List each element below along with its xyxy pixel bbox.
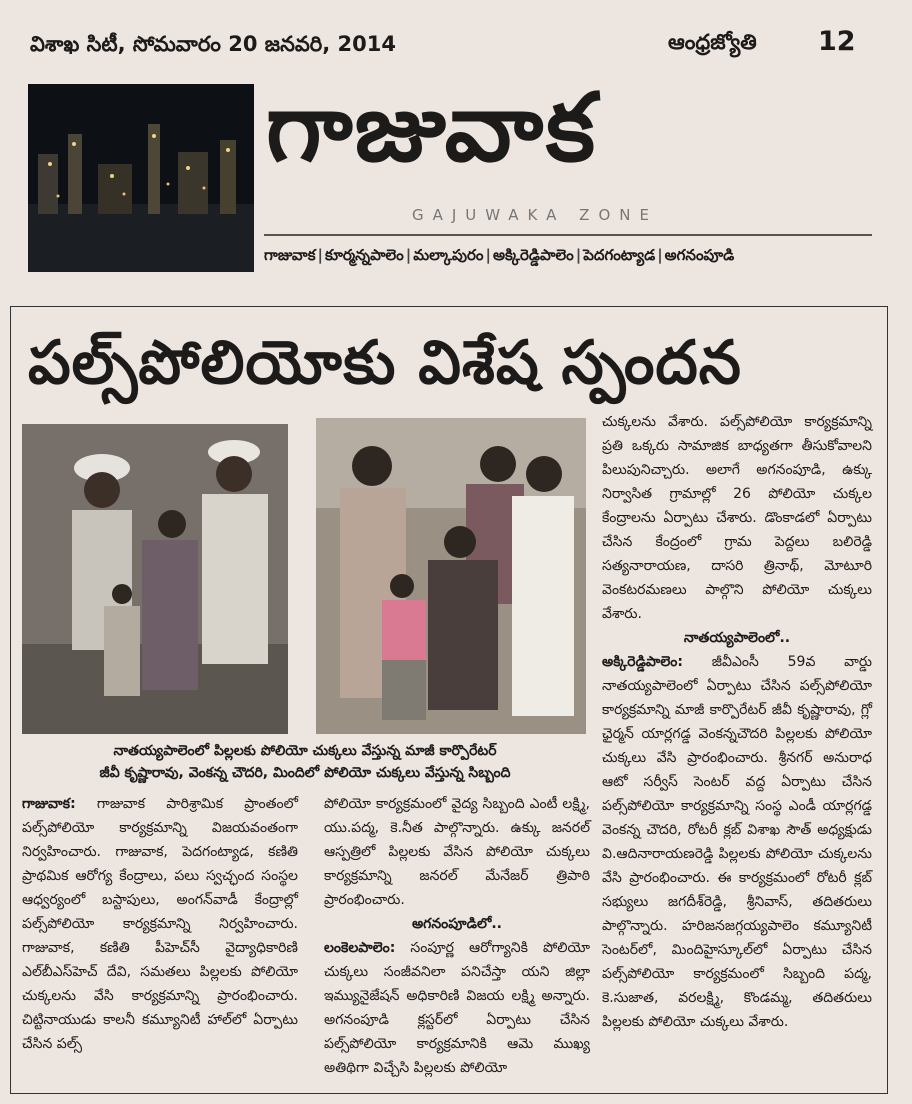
newspaper-name: ఆంధ్రజ్యోతి — [668, 30, 757, 54]
dateline: విశాఖ సిటీ, సోమవారం 20 జనవరి, 2014 — [30, 32, 396, 56]
paragraph-text: జీవీఎంసీ 59వ వార్డు నాతయ్యపాలెంలో ఏర్పాటు చేసిన పల్స్‌పోలియో కార్యక్రమాన్ని మాజీ కార్పొరేటర్ జీవీ కృష్ణారావు, గ్లో ఛైర్మన్ యార్లగడ్డ వెంకన్నచౌదరి పిల్లలకు పోలియో చుక్కలు వేసి ప్రారంభించారు. శ్రీనగర్ అనురాధ ఆటో సర్వీస్ సెంటర్ వద్ద ఏర్పాటు చేసిన పల్స్‌పోలియో కార్యక్రమాన్ని సంస్థ ఎండీ యార్లగడ్డ వెంకన్న చౌదరి, రోటరీ క్లబ్ విశాఖ సౌత్ అధ్యక్షుడు వి.ఆదినారాయణరెడ్డి పిల్లలకు పోలియో చుక్కలను వేసి ప్రారంభించారు. ఈ కార్యక్రమంలో రోటరీ క్లబ్ సభ్యులు జగదీశ్‌రెడ్డి, శ్రీనివాస్, తదితరులు పాల్గొన్నారు. హరిజనజగ్గయ్యపాలెం కమ్యూనిటీ సెంటర్‌లో, మిందిహైస్కూల్‌లో ఏర్పాటు చేసిన పల్స్‌పోలియో కార్యక్రమంలో సిబ్బంది పద్మ, కె.సుజాత, వరలక్ష్మి, కొండమ్మ, తదితరులు పిల్లలకు పోలియో చుక్కలు వేశారు. — [602, 654, 872, 1030]
article-column-1 — [22, 792, 298, 1056]
locality-separator: | — [657, 246, 663, 264]
locality-item: కూర్మన్నపాలెం — [325, 246, 404, 264]
paragraph-dateline: గాజువాక: — [22, 796, 76, 812]
paragraph: చుక్కలను వేశారు. పల్స్‌పోలియో కార్యక్రమాన్ని ప్రతి ఒక్కరు సామాజిక బాధ్యతగా తీసుకోవాలని పిలుపునిచ్చారు. అలాగే అగనంపూడి, ఉక్కు నిర్వాసిత గ్రామాల్లో 26 పోలియో చుక్కల కేంద్రాలను ఏర్పాటు చేశారు. డొంకాడలో ఏర్పాటు చేసిన కేంద్రంలో గ్రామ పెద్దలు బలిరెడ్డి సత్యనారాయణ, దాసరి త్రినాథ్, మోటూరి వెంకటరమణలు పాల్గొని పోలియో చుక్కలు వేశారు. — [602, 414, 872, 622]
locality-separator: | — [575, 246, 582, 264]
paragraph — [602, 650, 872, 1034]
locality-item: గాజువాక — [264, 246, 316, 264]
paragraph-text: సంపూర్ణ ఆరోగ్యానికి పోలియో చుక్కలు సంజీవనిలా పనిచేస్తా యని జిల్లా ఇమ్యునైజేషన్ అధికారిణి విజయ లక్ష్మి అన్నారు. అగనంపూడి క్లస్టర్‌లో ఏర్పాటు చేసిన పల్స్‌పోలియో కార్యక్రమానికి ఆమె ముఖ్య అతిథిగా విచ్చేసి పిల్లలకు పోలియో — [324, 940, 591, 1076]
paragraph — [324, 936, 590, 1080]
locality-item: అక్కిరెడ్డిపాలెం — [492, 246, 574, 264]
article-headline: పల్స్‌పోలియోకు విశేష స్పందన — [28, 328, 742, 398]
locality-item: మల్కాపురం — [413, 246, 484, 264]
locality-separator: | — [485, 246, 491, 264]
caption-line: జీవీ కృష్ణారావు, వెంకన్న చౌదరి, మిందిలో పోలియో చుక్కలు వేస్తున్న సిబ్బంది — [99, 765, 511, 781]
article-column-2 — [324, 792, 590, 1080]
caption-line: నాతయ్యపాలెంలో పిల్లలకు పోలియో చుక్కలు వేస్తున్న మాజీ కార్పొరేటర్ — [113, 743, 497, 759]
people-illustration-left — [22, 424, 288, 734]
locality-item: పెదగంట్యాడ — [583, 246, 656, 264]
paragraph-text: గాజువాక పారిశ్రామిక ప్రాంతంలో పల్స్‌పోలియో కార్యక్రమాన్ని విజయవంతంగా నిర్వహించారు. గాజువాక, పెదగంట్యాడ, కణితి ప్రాథమిక ఆరోగ్య కేంద్రాలు, పలు స్వచ్ఛంద సంస్థల ఆధ్వర్యంలో బస్టాపులు, అంగన్‌వాడీ కేంద్రాల్లో పల్స్‌పోలియో కార్యక్రమాన్ని నిర్వహించారు. గాజువాక, కణితి పీహెచ్‌సీ వైద్యాధికారిణి ఎల్‌బీఎస్‌హెచ్ దేవి, సమతలు పిల్లలకు పోలియో చుక్కలను వేసి కార్యక్రమాన్ని ప్రారంభించారు. చిట్టినాయుడు కాలనీ కమ్యూనిటీ హాల్‌లో ఏర్పాటు చేసిన పల్స్ — [22, 796, 298, 1052]
locality-item: అగనంపూడి — [664, 246, 735, 264]
skyline-illustration — [28, 84, 254, 272]
photo-caption — [22, 740, 588, 784]
paragraph: పోలియో కార్యక్రమంలో వైద్య సిబ్బంది ఎంటీ లక్ష్మి, యు.పద్మ, కె.నీత పాల్గొన్నారు. ఉక్కు జనరల్ ఆస్పత్రిలో పిల్లలకు వేసిన పోలియో చుక్కలు కార్యక్రమాన్ని జనరల్ మేనేజర్ త్రిపాఠి ప్రారంభించారు. — [324, 796, 590, 908]
locality-strip — [264, 234, 872, 274]
paragraph-dateline: లంకెలపాలెం: — [324, 940, 396, 956]
locality-separator: | — [317, 246, 324, 264]
article-column-3 — [602, 410, 872, 1034]
paragraph — [22, 792, 298, 1056]
industrial-skyline-photo — [28, 84, 254, 272]
section-masthead: గాజువాక — [266, 74, 597, 183]
page-number: 12 — [818, 26, 856, 57]
subheading: నాతయ్యపాలెంలో.. — [683, 630, 791, 646]
zone-label: GAJUWAKA ZONE — [412, 206, 658, 224]
people-illustration-right — [316, 418, 586, 734]
polio-drops-photo-left — [22, 424, 288, 734]
subheading: అగనంపూడిలో.. — [411, 916, 503, 932]
polio-drops-photo-right — [316, 418, 586, 734]
locality-separator: | — [405, 246, 412, 264]
paragraph-dateline: అక్కిరెడ్డిపాలెం: — [602, 654, 683, 670]
